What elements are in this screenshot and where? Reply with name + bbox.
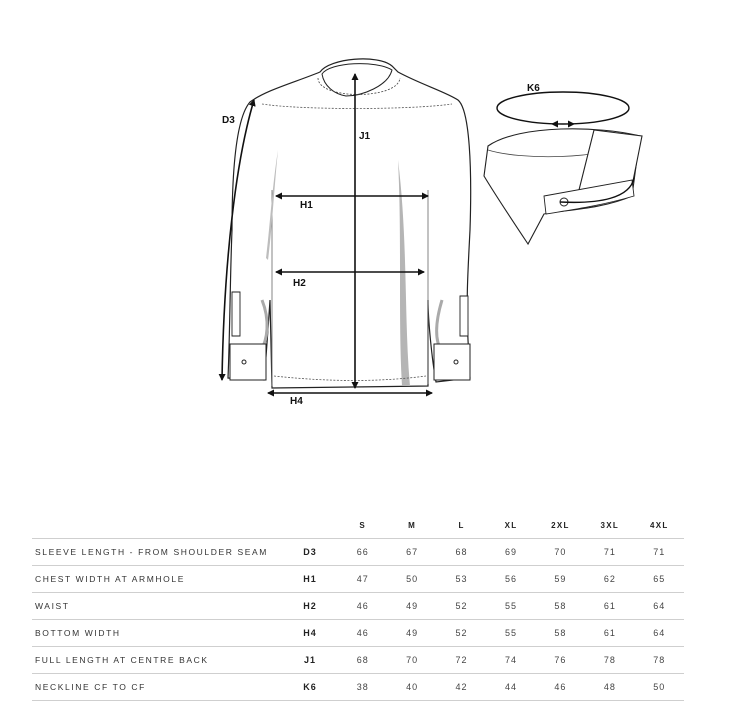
measurement-value: 38 — [338, 674, 387, 701]
measurement-code: D3 — [282, 539, 338, 566]
measurement-value: 46 — [338, 593, 387, 620]
measurement-code: J1 — [282, 647, 338, 674]
measurement-value: 49 — [387, 620, 436, 647]
size-header: S — [359, 520, 367, 530]
measurement-value: 71 — [585, 539, 634, 566]
measurement-value: 68 — [437, 539, 486, 566]
measurement-code: H1 — [282, 566, 338, 593]
measurement-label: WAIST — [32, 593, 282, 620]
table-row — [32, 539, 684, 566]
measurement-value: 53 — [437, 566, 486, 593]
label-h4: H4 — [290, 396, 303, 407]
measurement-value: 46 — [536, 674, 585, 701]
measurement-value: 62 — [585, 566, 634, 593]
shirt-illustration — [228, 59, 471, 388]
measurement-value: 78 — [585, 647, 634, 674]
measurement-value: 50 — [387, 566, 436, 593]
measurement-label: SLEEVE LENGTH - FROM SHOULDER SEAM — [32, 539, 282, 566]
size-table — [32, 512, 684, 701]
size-header: L — [458, 520, 465, 530]
label-j1: J1 — [359, 131, 371, 142]
measurement-value: 65 — [635, 566, 684, 593]
measurement-value: 66 — [338, 539, 387, 566]
measurement-code: K6 — [282, 674, 338, 701]
measurement-value: 61 — [585, 593, 634, 620]
measurement-value: 47 — [338, 566, 387, 593]
measurement-code: H4 — [282, 620, 338, 647]
size-header: 3XL — [600, 520, 620, 530]
table-row — [32, 566, 684, 593]
measurement-value: 44 — [486, 674, 535, 701]
measurement-value: 68 — [338, 647, 387, 674]
measurement-value: 61 — [585, 620, 634, 647]
measurement-value: 59 — [536, 566, 585, 593]
table-row — [32, 620, 684, 647]
label-h2: H2 — [293, 278, 306, 289]
measurement-value: 42 — [437, 674, 486, 701]
measurement-value: 56 — [486, 566, 535, 593]
measurement-value: 46 — [338, 620, 387, 647]
measurement-value: 74 — [486, 647, 535, 674]
measurement-value: 72 — [437, 647, 486, 674]
size-header: M — [408, 520, 417, 530]
size-header: 2XL — [551, 520, 570, 530]
label-d3: D3 — [222, 115, 235, 126]
collar-illustration — [484, 92, 642, 244]
measurement-value: 64 — [635, 593, 684, 620]
measurement-value: 58 — [536, 620, 585, 647]
measurement-value: 78 — [635, 647, 684, 674]
measurement-value: 52 — [437, 620, 486, 647]
measurement-value: 58 — [536, 593, 585, 620]
size-header: XL — [504, 520, 518, 530]
measurement-label: NECKLINE CF TO CF — [32, 674, 282, 701]
measurement-value: 71 — [635, 539, 684, 566]
measurement-value: 52 — [437, 593, 486, 620]
measurement-label: CHEST WIDTH AT ARMHOLE — [32, 566, 282, 593]
measurement-value: 67 — [387, 539, 436, 566]
measurement-value: 48 — [585, 674, 634, 701]
table-row — [32, 674, 684, 701]
table-row — [32, 647, 684, 674]
size-table-body — [32, 539, 684, 701]
measurement-value: 76 — [536, 647, 585, 674]
header-label-spacer — [32, 512, 282, 539]
measurement-label: FULL LENGTH AT CENTRE BACK — [32, 647, 282, 674]
size-header: 4XL — [649, 520, 669, 530]
measurement-value: 64 — [635, 620, 684, 647]
table-row — [32, 593, 684, 620]
measurement-value: 50 — [635, 674, 684, 701]
measurement-value: 69 — [486, 539, 535, 566]
header-code-spacer — [282, 512, 338, 539]
measurement-value: 40 — [387, 674, 436, 701]
size-header-row — [32, 512, 684, 539]
measurement-value: 55 — [486, 620, 535, 647]
measurement-code: H2 — [282, 593, 338, 620]
measurement-value: 49 — [387, 593, 436, 620]
measurement-label: BOTTOM WIDTH — [32, 620, 282, 647]
measurement-value: 70 — [387, 647, 436, 674]
measurement-value: 55 — [486, 593, 535, 620]
label-h1: H1 — [300, 200, 313, 211]
label-k6: K6 — [527, 83, 540, 94]
measurement-value: 70 — [536, 539, 585, 566]
